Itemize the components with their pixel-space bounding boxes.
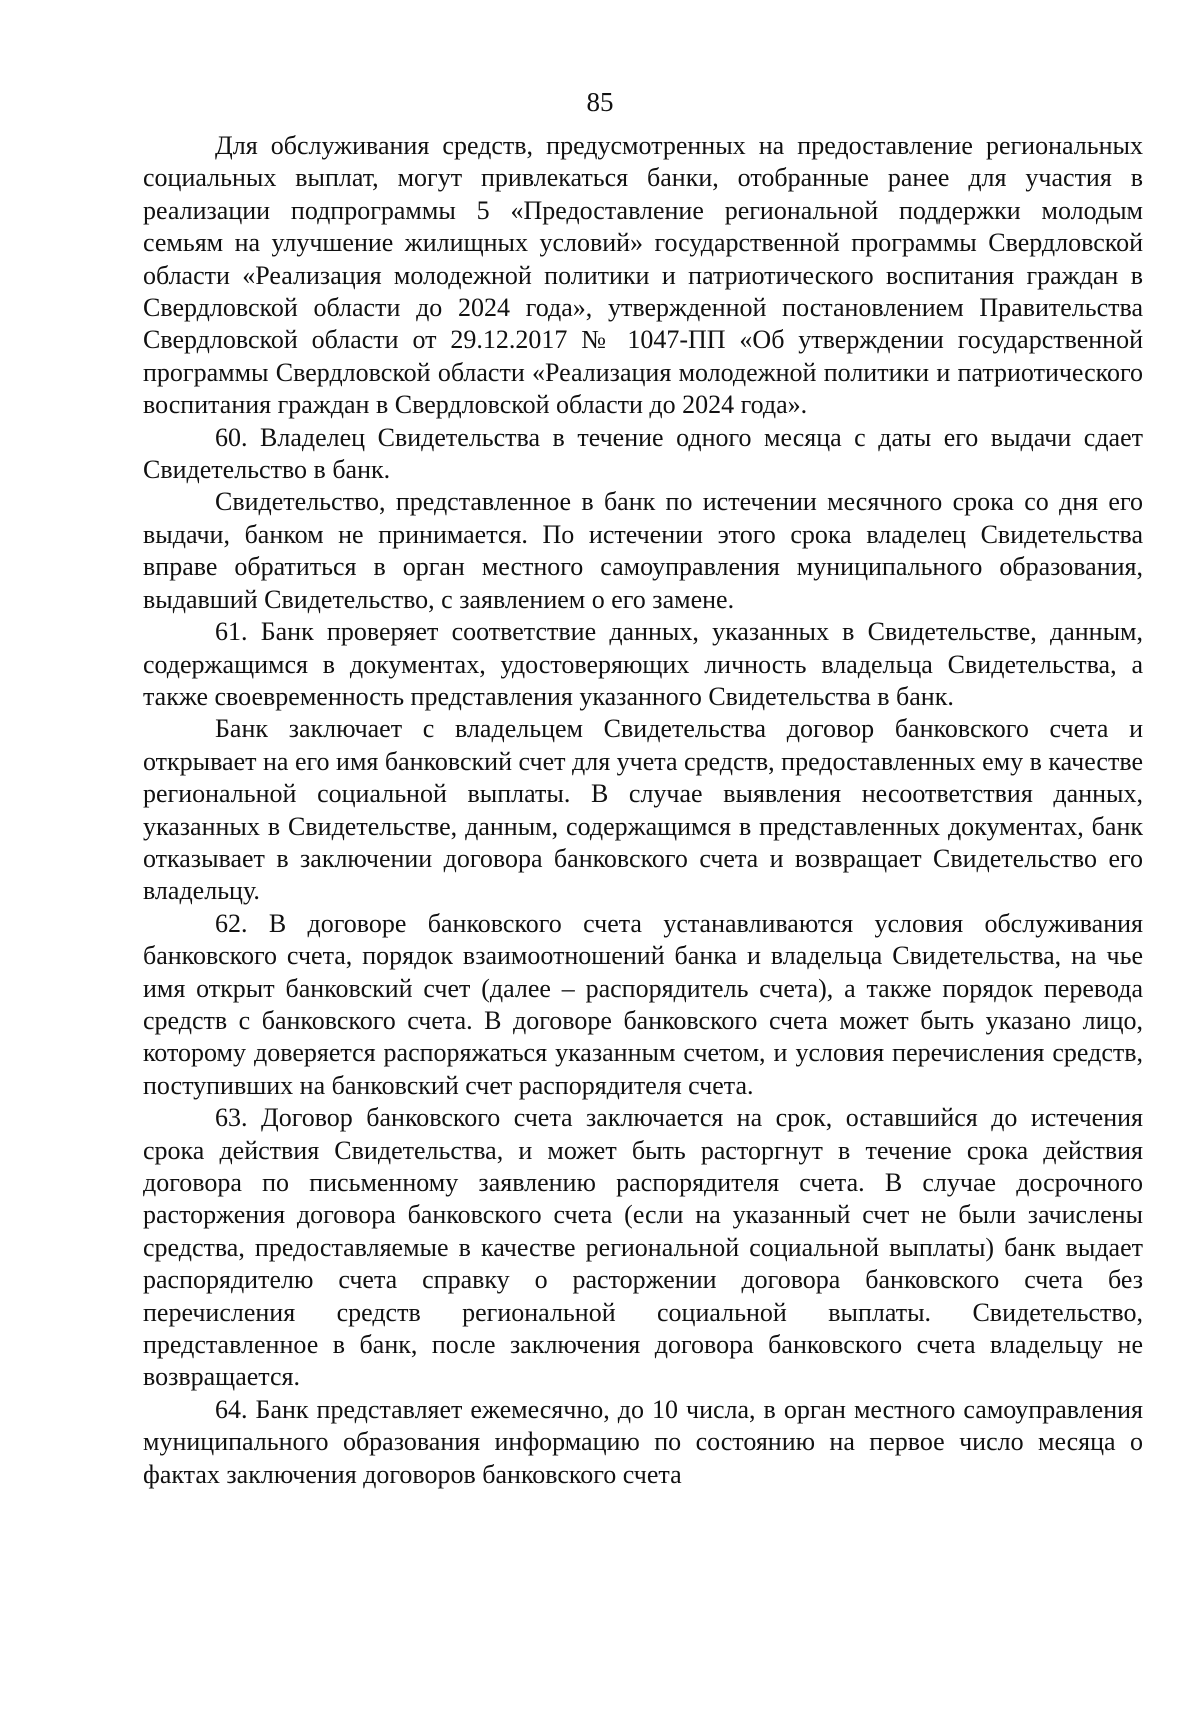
paragraph-60-expired-certificate: Свидетельство, представленное в банк по истечении месячного срока со дня его выдачи, банком не принимается. По истечении этого срока владелец Свидетельства вправе обратиться в орган местного самоуправления муниципального образования, выдавший Свидетельство, с заявлением о его замене. [143, 487, 1143, 614]
paragraph-bank-service: Для обслуживания средств, предусмотренных на предоставление региональных социальных выплат, могут привлекаться банки, отобранные ранее для участия в реализации подпрограммы 5 «Предоставление региональной поддержки молодым семьям на улучшение жилищных условий» государственной программы Свердловской области «Реализация молодежной политики и патриотического воспитания граждан в Свердловской области до 2024 года», утвержденной постановлением Правительства Свердловской области от 29.12.2017 № 1047-ПП «Об утверждении государственной программы Свердловской области «Реализация молодежной политики и патриотического воспитания граждан в Свердловской области до 2024 года». [143, 131, 1143, 420]
paragraph-60: 60. Владелец Свидетельства в течение одного месяца с даты его выдачи сдает Свидетельство в банк. [143, 422, 1143, 485]
paragraph-63: 63. Договор банковского счета заключается на срок, оставшийся до истечения срока действия Свидетельства, и может быть расторгнут в течение срока действия договора по письменному заявлению распорядителя счета. В случае досрочного расторжения договора банковского счета (если на указанный счет не были зачислены средства, предоставляемые в качестве региональной социальной выплаты) банк выдает распорядителю счета справку о расторжении договора банковского счета без перечисления средств региональной социальной выплаты. Свидетельство, представленное в банк, после заключения договора банковского счета владельцу не возвращается. [143, 1103, 1143, 1392]
paragraph-64: 64. Банк представляет ежемесячно, до 10 числа, в орган местного самоуправления муниципального образования информацию по состоянию на первое число месяца о фактах заключения договоров банковского счета [143, 1394, 1143, 1489]
paragraph-61-bank-account: Банк заключает с владельцем Свидетельства договор банковского счета и открывает на его имя банковский счет для учета средств, предоставленных ему в качестве региональной социальной выплаты. В случае выявления несоответствия данных, указанных в Свидетельстве, данным, содержащимся в представленных документах, банк отказывает в заключении договора банковского счета и возвращает Свидетельство его владельцу. [143, 714, 1143, 906]
page-number: 85 [586, 87, 614, 117]
document-body [143, 130, 1143, 1491]
paragraph-61: 61. Банк проверяет соответствие данных, указанных в Свидетельстве, данным, содержащимся в документах, удостоверяющих личность владельца Свидетельства, а также своевременность представления указанного Свидетельства в банк. [143, 617, 1143, 711]
paragraph-62: 62. В договоре банковского счета устанавливаются условия обслуживания банковского счета, порядок взаимоотношений банка и владельца Свидетельства, на чье имя открыт банковский счет (далее – распорядитель счета), а также порядок перевода средств с банковского счета. В договоре банковского счета может быть указано лицо, которому доверяется распоряжаться указанным счетом, и условия перечисления средств, поступивших на банковский счет распорядителя счета. [143, 908, 1143, 1100]
